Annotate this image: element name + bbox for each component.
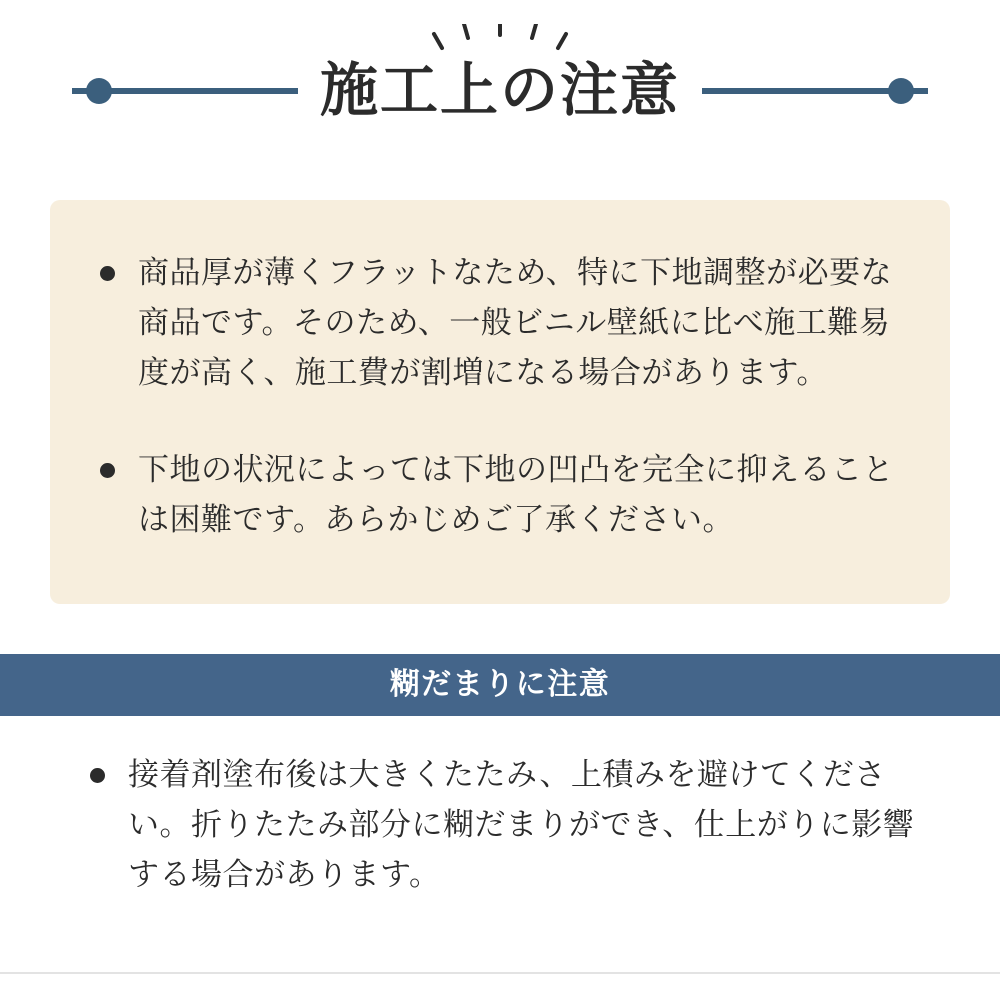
section-list bbox=[80, 750, 920, 901]
left-rule-dot-icon bbox=[86, 78, 112, 104]
bottom-divider bbox=[0, 972, 1000, 974]
section-title: 糊だまりに注意 bbox=[389, 668, 611, 701]
list-item: 商品厚が薄くフラットなため、特に下地調整が必要な商品です。そのため、一般ビニル壁紙に比べ施工難易度が高く、施工費が割増になる場合があります。 bbox=[90, 248, 910, 399]
note-box bbox=[50, 200, 950, 604]
right-rule-decoration bbox=[702, 88, 928, 94]
note-list bbox=[90, 248, 910, 545]
list-item: 接着剤塗布後は大きくたたみ、上積みを避けてください。折りたたみ部分に糊だまりができ、仕上がりに影響する場合があります。 bbox=[80, 750, 920, 901]
section-band bbox=[0, 654, 1000, 716]
right-rule-dot-icon bbox=[888, 78, 914, 104]
left-rule-decoration bbox=[72, 88, 298, 94]
page-header bbox=[0, 0, 1000, 180]
section-body bbox=[50, 750, 950, 901]
title-row bbox=[0, 58, 1000, 123]
list-item: 下地の状況によっては下地の凹凸を完全に抑えることは困難です。あらかじめご了承ください。 bbox=[90, 445, 910, 545]
page-title: 施工上の注意 bbox=[319, 58, 680, 123]
